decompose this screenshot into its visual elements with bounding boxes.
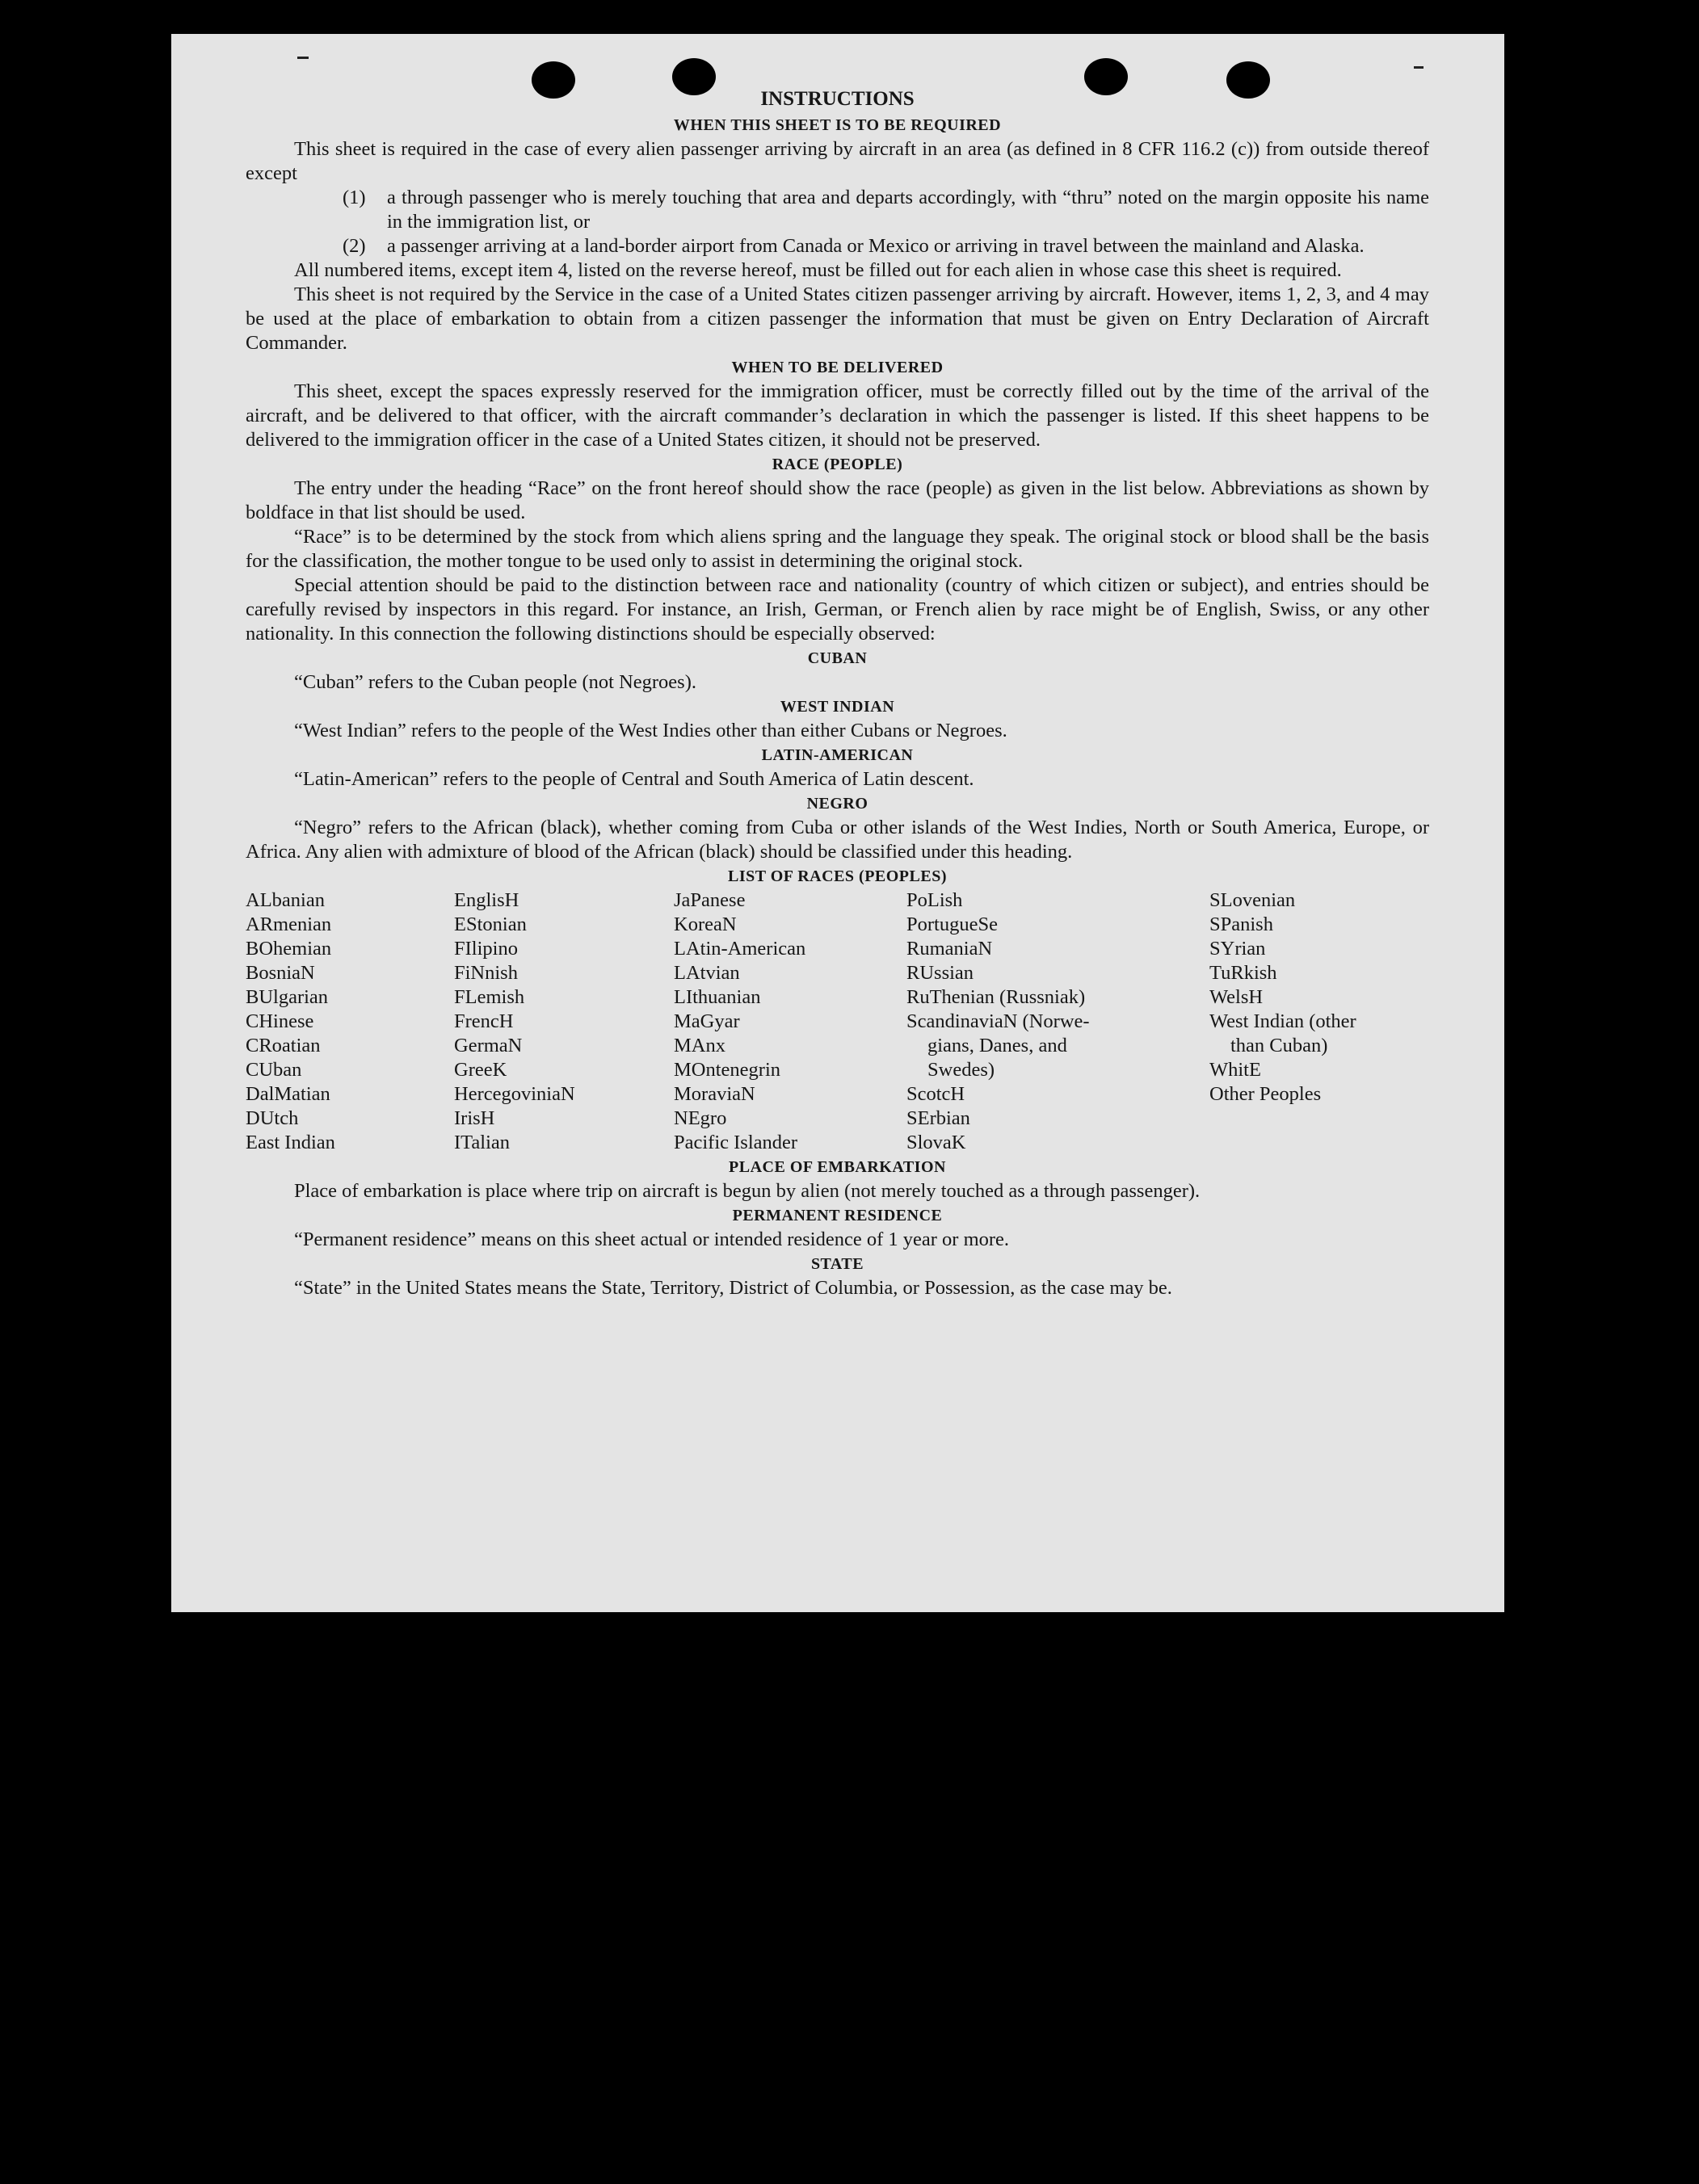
- scan-speck: [1414, 66, 1424, 69]
- race-entry-continued: Swedes): [927, 1059, 995, 1081]
- race-entry: MAnx: [674, 1035, 725, 1056]
- section-heading-latin-american: LATIN-AMERICAN: [761, 746, 914, 764]
- race-entry: EStonian: [454, 914, 527, 935]
- race-entry: LIthuanian: [674, 986, 761, 1008]
- race-entry: LAtin-American: [674, 938, 806, 960]
- races-column: [1209, 888, 1429, 1155]
- instruction-sheet: [171, 34, 1504, 1612]
- race-entry: RumaniaN: [906, 938, 993, 960]
- race-entry: FrencH: [454, 1010, 514, 1032]
- race-entry: ALbanian: [246, 889, 325, 911]
- exception-item: [343, 234, 1429, 258]
- race-entry: Pacific Islander: [674, 1132, 798, 1153]
- instructions-body: [246, 84, 1429, 1300]
- race-entry: ScotcH: [906, 1083, 965, 1105]
- race-entry: SPanish: [1209, 914, 1273, 935]
- race-entry: BOhemian: [246, 938, 332, 960]
- paragraph: The entry under the heading “Race” on the front hereof should show the race (people) as given in the list below. Abbreviations as shown by boldface in that list should be used.: [246, 477, 1429, 523]
- race-entry: WhitE: [1209, 1059, 1261, 1081]
- paragraph: “Cuban” refers to the Cuban people (not Negroes).: [294, 671, 696, 693]
- section-heading-required: WHEN THIS SHEET IS TO BE REQUIRED: [673, 116, 1002, 134]
- race-entry: TuRkish: [1209, 962, 1277, 984]
- race-entry: FiNnish: [454, 962, 518, 984]
- race-entry: ARmenian: [246, 914, 332, 935]
- race-entry: WelsH: [1209, 986, 1264, 1008]
- race-entry: KoreaN: [674, 914, 737, 935]
- race-entry: West Indian (other: [1209, 1010, 1356, 1032]
- race-entry: MoraviaN: [674, 1083, 755, 1105]
- section-heading-negro: NEGRO: [806, 795, 868, 813]
- section-heading-race: RACE (PEOPLE): [772, 456, 903, 473]
- paragraph: This sheet is required in the case of every alien passenger arriving by aircraft in an area (as defined in 8 CFR 116.2 (c)) from outside thereof except: [246, 138, 1429, 184]
- races-list: [246, 888, 1429, 1155]
- race-entry: ScandinaviaN (Norwe-: [906, 1010, 1090, 1032]
- race-entry: IrisH: [454, 1107, 495, 1129]
- races-column: [246, 888, 454, 1155]
- race-entry: SLovenian: [1209, 889, 1296, 911]
- race-entry: DalMatian: [246, 1083, 330, 1105]
- paragraph: This sheet, except the spaces expressly reserved for the immigration officer, must be correctly filled out by the time of the arrival of the aircraft, and be delivered to that officer, with the aircraft commander’s declaration in which the passenger is listed. If this sheet happens to be delivered to the immigration officer in the case of a United States citizen, it should not be preserved.: [246, 380, 1429, 451]
- paragraph: “West Indian” refers to the people of the West Indies other than either Cubans or Negroes.: [294, 720, 1007, 741]
- paragraph: All numbered items, except item 4, listed on the reverse hereof, must be filled out for each alien in whose case this sheet is required.: [294, 259, 1342, 281]
- race-entry-continued: than Cuban): [1230, 1035, 1328, 1056]
- paragraph: “Negro” refers to the African (black), whether coming from Cuba or other islands of the West Indies, North or South America, Europe, or Africa. Any alien with admixture of blood of the African (black) should be classified under this heading.: [246, 817, 1429, 863]
- race-entry: BosniaN: [246, 962, 315, 984]
- race-entry: PortugueSe: [906, 914, 998, 935]
- section-heading-west-indian: WEST INDIAN: [780, 698, 895, 716]
- race-entry: SlovaK: [906, 1132, 966, 1153]
- race-entry: FIlipino: [454, 938, 518, 960]
- race-entry: GreeK: [454, 1059, 507, 1081]
- race-entry: FLemish: [454, 986, 525, 1008]
- race-entry: MOntenegrin: [674, 1059, 780, 1081]
- section-heading-residence: PERMANENT RESIDENCE: [732, 1207, 943, 1224]
- races-column: [454, 888, 674, 1155]
- race-entry: HercegoviniaN: [454, 1083, 575, 1105]
- section-heading-state: STATE: [810, 1255, 864, 1273]
- paragraph: “Permanent residence” means on this sheet actual or intended residence of 1 year or more.: [294, 1228, 1010, 1250]
- race-entry: RUssian: [906, 962, 974, 984]
- section-heading-delivered: WHEN TO BE DELIVERED: [731, 359, 944, 376]
- scan-speck: [297, 57, 309, 59]
- exception-number: (1): [343, 187, 366, 208]
- race-entry: CUban: [246, 1059, 302, 1081]
- section-heading-races-list: LIST OF RACES (PEOPLES): [727, 867, 947, 885]
- exception-text: a through passenger who is merely touching that area and departs accordingly, with “thru” noted on the margin opposite his name in the immigration list, or: [387, 187, 1429, 233]
- race-entry: RuThenian (Russniak): [906, 986, 1086, 1008]
- race-entry: CHinese: [246, 1010, 314, 1032]
- race-entry: MaGyar: [674, 1010, 740, 1032]
- races-column: [906, 888, 1209, 1155]
- race-entry: CRoatian: [246, 1035, 321, 1056]
- race-entry: NEgro: [674, 1107, 727, 1129]
- race-entry: ITalian: [454, 1132, 511, 1153]
- race-entry: LAtvian: [674, 962, 740, 984]
- section-heading-embarkation: PLACE OF EMBARKATION: [729, 1158, 946, 1176]
- section-heading-cuban: CUBAN: [807, 649, 868, 667]
- paragraph: Place of embarkation is place where trip on aircraft is begun by alien (not merely touched as a through passenger).: [294, 1180, 1201, 1202]
- page-title: INSTRUCTIONS: [760, 88, 915, 110]
- paragraph: “Race” is to be determined by the stock from which aliens spring and the language they speak. The original stock or blood shall be the basis for the classification, the mother tongue to be used only to assist in determining the original stock.: [246, 526, 1429, 572]
- race-entry: SErbian: [906, 1107, 970, 1129]
- paragraph: “Latin-American” refers to the people of Central and South America of Latin descent.: [294, 768, 974, 790]
- race-entry: EnglisH: [454, 889, 519, 911]
- race-entry: DUtch: [246, 1107, 299, 1129]
- paragraph: Special attention should be paid to the distinction between race and nationality (country of which citizen or subject), and entries should be carefully revised by inspectors in this regard. For instance, an Irish, German, or French alien by race might be of English, Swiss, or any other nationality. In this connection the following distinctions should be especially observed:: [246, 574, 1429, 645]
- race-entry-continued: gians, Danes, and: [927, 1035, 1067, 1056]
- race-entry: Other Peoples: [1209, 1083, 1322, 1105]
- paragraph: “State” in the United States means the State, Territory, District of Columbia, or Possession, as the case may be.: [294, 1277, 1172, 1299]
- race-entry: PoLish: [906, 889, 963, 911]
- races-column: [674, 888, 906, 1155]
- race-entry: BUlgarian: [246, 986, 329, 1008]
- race-entry: SYrian: [1209, 938, 1266, 960]
- race-entry: JaPanese: [674, 889, 746, 911]
- exception-item: [343, 186, 1429, 234]
- exception-text: a passenger arriving at a land-border airport from Canada or Mexico or arriving in travel between the mainland and Alaska.: [387, 235, 1365, 257]
- race-entry: GermaN: [454, 1035, 523, 1056]
- race-entry: East Indian: [246, 1132, 335, 1153]
- paragraph: This sheet is not required by the Service in the case of a United States citizen passenger arriving by aircraft. However, items 1, 2, 3, and 4 may be used at the place of embarkation to obtain from a citizen passenger the information that must be given on Entry Declaration of Aircraft Commander.: [246, 284, 1429, 354]
- exception-number: (2): [343, 235, 366, 257]
